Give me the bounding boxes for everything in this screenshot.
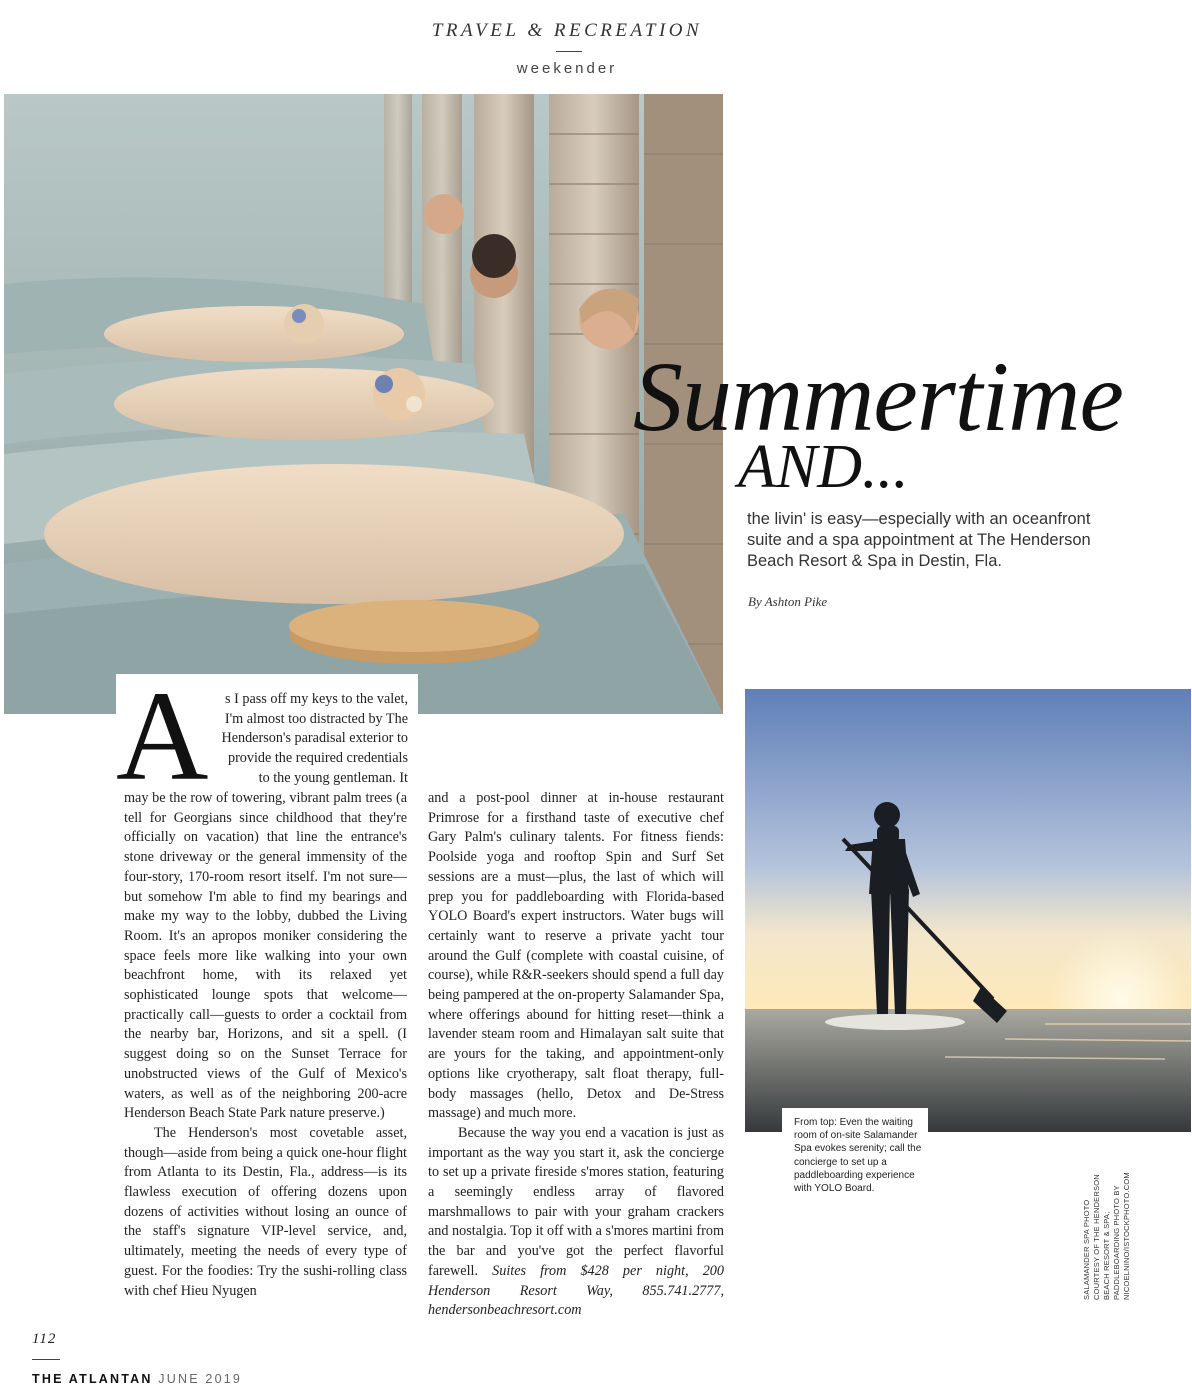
intro-line: provide the required credentials — [227, 750, 408, 767]
section-divider — [556, 51, 582, 52]
body-paragraph: The Henderson's most covetable asset, though—aside from being a quick one-hour flight from Atlanta to its Destin, Fla., address—is its flawless execution of offering dozens upon dozens of activities without losing an ounce of the staff's signature VIP-level service, and, ultimately, meeting the needs of every type of guest. For the foodies: Try the sushi-rolling class with chef Hieu Nyugen — [124, 1124, 407, 1299]
photo-credit-container — [1082, 1155, 1152, 1300]
article-column-2 — [428, 789, 724, 1321]
closing-text: Because the way you end a vacation is just as important as the way you start it, ask the concierge to set up a private fireside s'mores station, featuring a seemingly endless array of flavored marshmallows to pair with your graham crackers and nostalgia. Top it off with a s'mores martini from the bar and you've got the perfect flavorful farewell. — [428, 1124, 724, 1279]
magazine-footer — [32, 1372, 242, 1386]
section-title: TRAVEL & RECREATION — [431, 20, 703, 41]
magazine-name: THE ATLANTAN — [32, 1372, 153, 1386]
intro-line: I'm almost too distracted by The — [224, 710, 408, 727]
issue-date: JUNE 2019 — [158, 1372, 243, 1386]
intro-line: Henderson's paradisal exterior to — [221, 730, 408, 747]
article-column-1 — [124, 789, 407, 1301]
body-paragraph — [428, 1124, 724, 1321]
paddleboard-photo — [745, 689, 1191, 1132]
drop-cap: A — [116, 665, 209, 807]
spa-photo — [4, 94, 723, 714]
byline: By Ashton Pike — [748, 594, 828, 609]
page-number: 112 — [32, 1331, 57, 1347]
photo-credit: SALAMANDER SPA PHOTO COURTESY OF THE HENDERSON BEACH RESORT & SPA; PADDLEBOARDING PHOTO BY NICOELNINO/ISTOCKPHOTO.COM — [1082, 1172, 1131, 1300]
intro-line: to the young gentleman. It — [258, 769, 408, 786]
footer-divider — [32, 1359, 60, 1360]
intro-paragraph — [186, 690, 408, 789]
headline-summertime: Summertime — [633, 341, 1123, 452]
resort-info: Suites from $428 per night, 200 Henderson Resort Way, 855.741.2777, hendersonbeachresort.com — [428, 1262, 724, 1319]
photo-caption: From top: Even the waiting room of on-site Salamander Spa evokes serenity; call the concierge to set up a paddleboarding experience with YOLO Board. — [782, 1108, 928, 1203]
body-paragraph: may be the row of towering, vibrant palm trees (a tell for Georgians since childhood that they're officially on vacation) that line the entrance's stone driveway or the general immensity of the four-story, 170-room resort itself. I'm not sure—but somehow I'm able to find my bearings and make my way to the lobby, dubbed the Living Room. It's an apropos moniker considering the space feels more like walking into your own beachfront home, with its relaxed yet sophisticated lounge spots that welcome—practically call—guests to order a cocktail from the nearby bar, Horizons, and sit a spell. (I suggest doing so on the Sunset Terrace for unobstructed views of the Gulf of Mexico's waters, as well as of the neighboring 200-acre Henderson Beach State Park nature preserve.) — [124, 790, 407, 1122]
intro-line: s I pass off my keys to the valet, — [225, 691, 408, 707]
section-subtitle: weekender — [516, 60, 618, 77]
body-paragraph: and a post-pool dinner at in-house restaurant Primrose for a firsthand taste of executive chef Gary Palm's culinary talents. For fitness fiends: Poolside yoga and rooftop Spin and Surf Set sessions are a must—plus, the last of which will prep you for paddleboarding with Florida-based YOLO Board's expert instructors. Water bugs will certainly want to reserve a private yacht tour around the Gulf (complete with coastal cuisine, of course), while R&R-seekers should spend a full day being pampered at the on-property Salamander Spa, where offerings abound for hitting reset—think a lavender steam room and Himalayan salt suite that are yours for the taking, and appointment-only options like cryotherapy, salt float therapy, full-body massages (hello, Detox and De-Stress massage) and much more. — [428, 790, 724, 1122]
deck-text: the livin' is easy—especially with an oceanfront suite and a spa appointment at The Henderson Beach Resort & Spa in Destin, Fla. — [747, 510, 1091, 570]
headline-and: AND... — [738, 433, 909, 501]
